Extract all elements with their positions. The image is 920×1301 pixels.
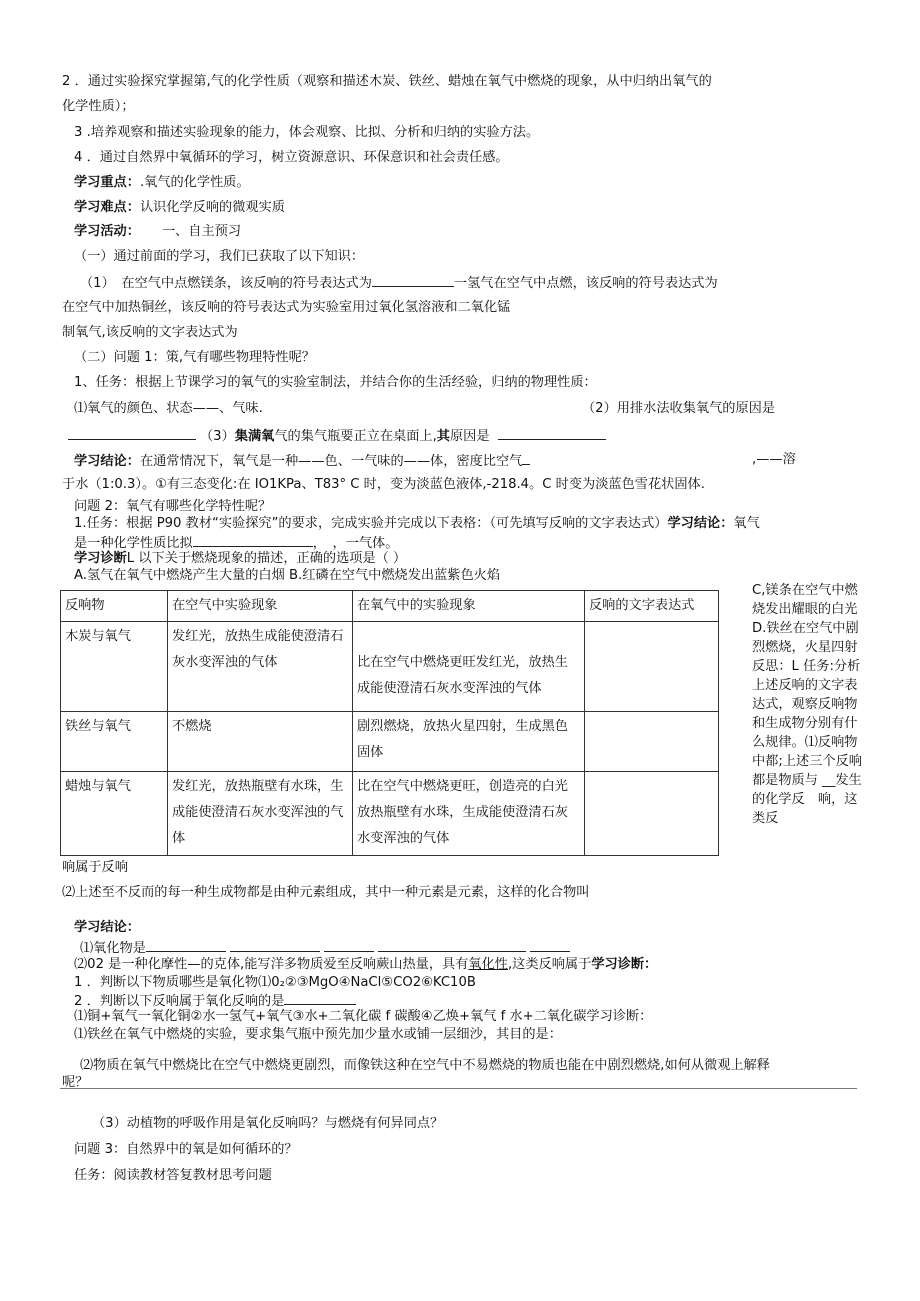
- property-3-bold-2: 其: [436, 429, 450, 444]
- diagnosis-3-q3: （3）动植物的呼吸作用是氧化反响吗？与燃烧有何异同点？: [92, 1116, 444, 1131]
- answer-blank[interactable]: [230, 937, 320, 952]
- property-3-end: 原因是: [449, 429, 490, 444]
- answer-blank[interactable]: [378, 937, 526, 952]
- conclusion-2-cont-end: ， ，一气体。: [312, 536, 399, 551]
- key-point: [74, 173, 250, 193]
- conclusion-1-end: ,——溶: [752, 452, 796, 467]
- table-cell-expression[interactable]: [585, 772, 719, 856]
- reaction-type: 响属于反响: [62, 860, 128, 875]
- table-cell-oxygen: 比在空气中燃烧更旺发红光，放热生成能使澄清石灰水变浑浊的气体: [353, 622, 585, 712]
- preview-item-2: 在空气中加热铜丝，该反响的符号表达式为实验室用过氧化氢溶液和二氧化锰: [62, 300, 511, 315]
- objective-2-cont: 化学性质）；: [62, 99, 135, 114]
- experiment-table: [60, 590, 719, 856]
- answer-blank[interactable]: [68, 425, 196, 440]
- objective-2: 2 ．通过实验探究掌握第,气的化学性质（观察和描述木炭、铁丝、蜡烛在氧气中燃烧的现象，从中归纳出氧气的: [62, 74, 712, 89]
- task-2-text: 1.任务：根据 P90 教材“实验探究”的要求，完成实验并完成以下表格：（可先填写反响的文字表达式）: [74, 516, 668, 531]
- answer-blank[interactable]: [530, 937, 570, 952]
- diagnosis-1-label: 学习诊断: [74, 551, 127, 566]
- table-header-row: [61, 591, 719, 622]
- answer-blank[interactable]: [522, 450, 530, 465]
- objective-4: 4 ．通过自然界中氧循环的学习，树立资源意识、环保意识和社会责任感。: [74, 150, 509, 165]
- conclusion-2-cont-text: 是一种化学性质比拟: [74, 536, 193, 551]
- table-cell-air: 发红光，放热生成能使澄清石灰水变浑浊的气体: [168, 622, 353, 712]
- preview-intro: （一）通过前面的学习，我们已获取了以下知识：: [74, 249, 365, 264]
- preview-item-1-cont: 一氢气在空气中点燃，该反响的符号表达式为: [453, 276, 718, 291]
- property-3-bold: 集满氧: [234, 429, 275, 444]
- table-cell-expression[interactable]: [585, 622, 719, 712]
- conclusion-1-label: 学习结论：: [74, 454, 140, 469]
- diagnosis-2-q2-text: 2 ．判断以下反响属于氧化反响的是: [74, 994, 285, 1009]
- table-cell-oxygen: 剧烈燃烧，放热火星四射，生成黑色固体: [353, 712, 585, 772]
- task-1: 1、任务：根据上节课学习的氧气的实验室制法，并结合你的生活经验，归纳的物理性质：: [74, 375, 597, 390]
- diagnosis-3-q2-cont: 呢？: [62, 1075, 89, 1090]
- task-3: 任务：阅读教材答复教材思考问题: [74, 1168, 272, 1183]
- preview-item-1-text: （1） 在空气中点燃镁条，该反响的符号表达式为: [80, 276, 372, 291]
- key-point-label: 学习重点：: [74, 175, 140, 190]
- diagnosis-1-text: L 以下关于燃烧现象的描述，正确的选项是（ ）: [126, 551, 407, 566]
- objective-3: 3 .培养观察和描述实验现象的能力，体会观察、比拟、分析和归纳的实验方法。: [74, 125, 540, 140]
- diagnosis-3-q2: ⑵物质在氧气中燃烧比在空气中燃烧更剧烈，而像铁这种在空气中不易燃烧的物质也能在中剧烈燃烧,如何从微观上解释: [80, 1058, 770, 1073]
- table-cell-reactant: 铁丝与氧气: [61, 712, 168, 772]
- diagnosis-2-label: 学习诊断：: [591, 957, 658, 972]
- table-cell-reactant: 木炭与氧气: [61, 622, 168, 712]
- activity: [74, 222, 241, 242]
- sidebar-notes: C,镁条在空气中燃烧发出耀眼的白光 D.铁丝在空气中剧烈燃烧，火星四射 反思：L 任务:分析上述反响的文字表达式，观察反响物和生成物分别有什么规律。⑴反响物中都;上述三个反响都是物质与 __发生的化学反 响，这类反: [752, 583, 871, 826]
- diagnosis-1-options: A.氢气在氧气中燃烧产生大量的白烟 B.红磷在空气中燃烧发出蓝紫色火焰: [74, 568, 501, 583]
- table-cell-reactant: 蜡烛与氧气: [61, 772, 168, 856]
- conclusion-2-text: 氧气: [733, 516, 760, 531]
- answer-blank[interactable]: [284, 990, 356, 1005]
- table-header-cell: 反响物: [61, 591, 168, 622]
- oxygen-property-key: 氧化性: [468, 957, 508, 972]
- table-row: [61, 772, 719, 856]
- oxygen-property: [74, 955, 657, 975]
- table-header-cell: 反响的文字表达式: [585, 591, 719, 622]
- diagnosis-2-q1: 1 ．判断以下物质哪些是氧化物⑴0₂②③MgO④NaCl⑤CO2⑥KC10B: [74, 975, 476, 990]
- oxygen-property-cont: ,这类反响属于: [507, 957, 592, 972]
- question-1: （二）问题 1：策,气有哪些物理特性呢？: [74, 350, 315, 365]
- oxide-note: ⑵上述至不反而的每一种生成物都是由种元素组成，其中一种元素是元素，这样的化合物叫: [62, 885, 590, 900]
- property-2: （2）用排水法收集氧气的原因是: [582, 401, 776, 416]
- oxygen-property-text: ⑵02 是一种化摩性—的克体,能写洋多物质爱至反响蕨山热量，具有: [74, 957, 469, 972]
- table-cell-expression[interactable]: [585, 712, 719, 772]
- conclusion-2-label: 学习结论：: [667, 516, 734, 531]
- preview-item-1: [80, 272, 718, 294]
- conclusion-1: [74, 450, 530, 472]
- oxide-definition-text: ⑴氧化物是: [80, 941, 146, 956]
- table-row: [61, 712, 719, 772]
- property-3: [68, 425, 606, 447]
- property-1: ⑴氧气的颜色、状态——、气味.: [74, 401, 263, 416]
- difficulty: [74, 198, 285, 218]
- property-3-num: （3）: [200, 429, 235, 444]
- divider: [60, 1088, 857, 1089]
- table-cell-air: 不燃烧: [168, 712, 353, 772]
- table-cell-air: 发红光，放热瓶壁有水珠，生成能使澄清石灰水变浑浊的气体: [168, 772, 353, 856]
- diagnosis-3-q1: ⑴铁丝在氧气中燃烧的实验，要求集气瓶中预先加少量水或铺一层细沙，其目的是：: [74, 1027, 562, 1042]
- answer-blank[interactable]: [498, 425, 606, 440]
- property-3-text: 气的集气瓶要正立在桌面上,: [274, 429, 437, 444]
- question-3: 问题 3：自然界中的氧是如何循环的？: [74, 1142, 298, 1157]
- table-cell-oxygen: 比在空气中燃烧更旺，创造亮的白光放热瓶壁有水珠，生成能使澄清石灰水变浑浊的气体: [353, 772, 585, 856]
- difficulty-text: 认识化学反响的微观实质: [139, 200, 285, 215]
- task-2: [74, 514, 760, 534]
- question-2: 问题 2：氧气有哪些化学特性呢？: [74, 499, 272, 514]
- table-row: [61, 622, 719, 712]
- diagnosis-2-q2-options: ⑴铜+氧气一氧化铜②水一氢气+氧气③水+二氧化碳 f 碳酸④乙焕+氧气 f 水+二氧化碳学习诊断：: [74, 1009, 653, 1024]
- difficulty-label: 学习难点：: [74, 200, 140, 215]
- conclusion-1-cont: 于水（1:0.3）。①有三态变化:在 IO1KPa、T83° C 时，变为淡蓝色液体,-218.4。C 时变为淡蓝色雪花状固体.: [62, 477, 705, 492]
- table-header-cell: 在氧气中的实验现象: [353, 591, 585, 622]
- answer-blank[interactable]: [146, 937, 226, 952]
- answer-blank[interactable]: [193, 532, 313, 547]
- activity-text: 一、自主预习: [161, 224, 242, 239]
- activity-label: 学习活动：: [74, 224, 140, 239]
- conclusion-3-label: 学习结论：: [74, 920, 140, 935]
- answer-blank[interactable]: [324, 937, 374, 952]
- key-point-text: .氧气的化学性质。: [139, 175, 250, 190]
- conclusion-1-text: 在通常情况下，氧气是一种——色、一气味的——体，密度比空气: [139, 454, 523, 469]
- preview-item-3: 制氧气,该反响的文字表达式为: [62, 325, 238, 340]
- answer-blank[interactable]: [372, 272, 454, 287]
- table-header-cell: 在空气中实验现象: [168, 591, 353, 622]
